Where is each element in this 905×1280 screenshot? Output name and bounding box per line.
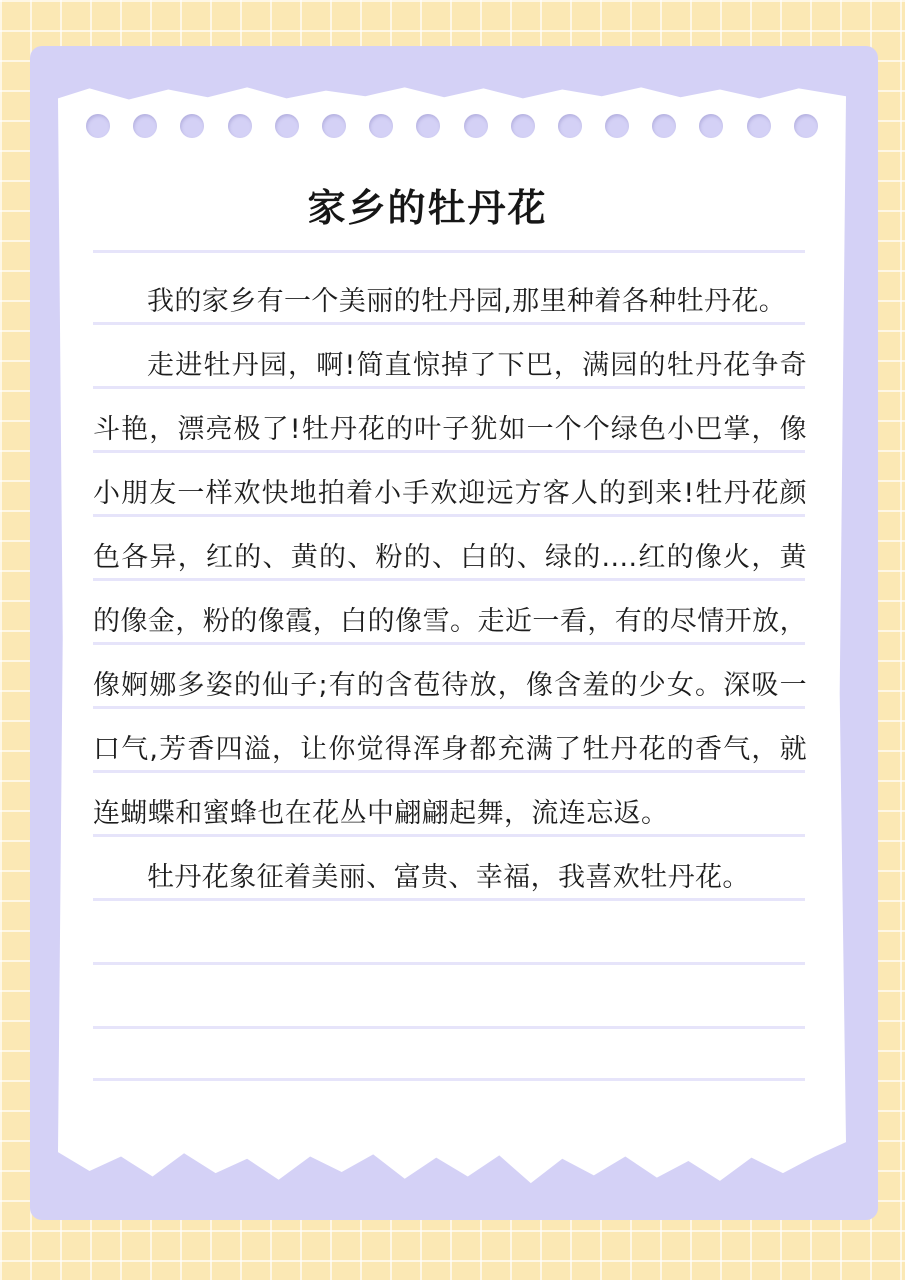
ruled-line: [93, 1078, 805, 1081]
binder-hole: [416, 114, 440, 138]
binder-hole: [747, 114, 771, 138]
paragraph-2: 走进牡丹园，啊!简直惊掉了下巴，满园的牡丹花争奇斗艳，漂亮极了!牡丹花的叶子犹如一个个绿色小巴掌，像小朋友一样欢快地拍着小手欢迎远方客人的到来!牡丹花颜色各异，红的、黄的、粉的、白的、绿的....红的像火，黄的像金，粉的像霞，白的像雪。走近一看，有的尽情开放，像婀娜多姿的仙子;有的含苞待放，像含羞的少女。深吸一口气,芳香四溢，让你觉得浑身都充满了牡丹花的香气，就连蝴蝶和蜜蜂也在花丛中翩翩起舞，流连忘返。: [93, 350, 807, 829]
essay-body: [93, 270, 807, 910]
binder-hole: [464, 114, 488, 138]
ruled-line: [93, 250, 805, 253]
binder-hole: [133, 114, 157, 138]
binder-hole: [558, 114, 582, 138]
binder-hole: [228, 114, 252, 138]
binder-hole: [275, 114, 299, 138]
binder-hole: [86, 114, 110, 138]
paragraph-1: 我的家乡有一个美丽的牡丹园,那里种着各种牡丹花。: [147, 286, 787, 317]
binder-hole: [794, 114, 818, 138]
essay-title: 家乡的牡丹花: [307, 186, 548, 230]
binder-hole: [369, 114, 393, 138]
paragraph-3: 牡丹花象征着美丽、富贵、幸福，我喜欢牡丹花。: [147, 862, 750, 893]
ruled-line: [93, 962, 805, 965]
binder-hole: [322, 114, 346, 138]
binder-hole: [180, 114, 204, 138]
binder-holes: [86, 114, 818, 140]
ruled-line: [93, 1026, 805, 1029]
binder-hole: [699, 114, 723, 138]
binder-hole: [605, 114, 629, 138]
binder-hole: [511, 114, 535, 138]
binder-hole: [652, 114, 676, 138]
